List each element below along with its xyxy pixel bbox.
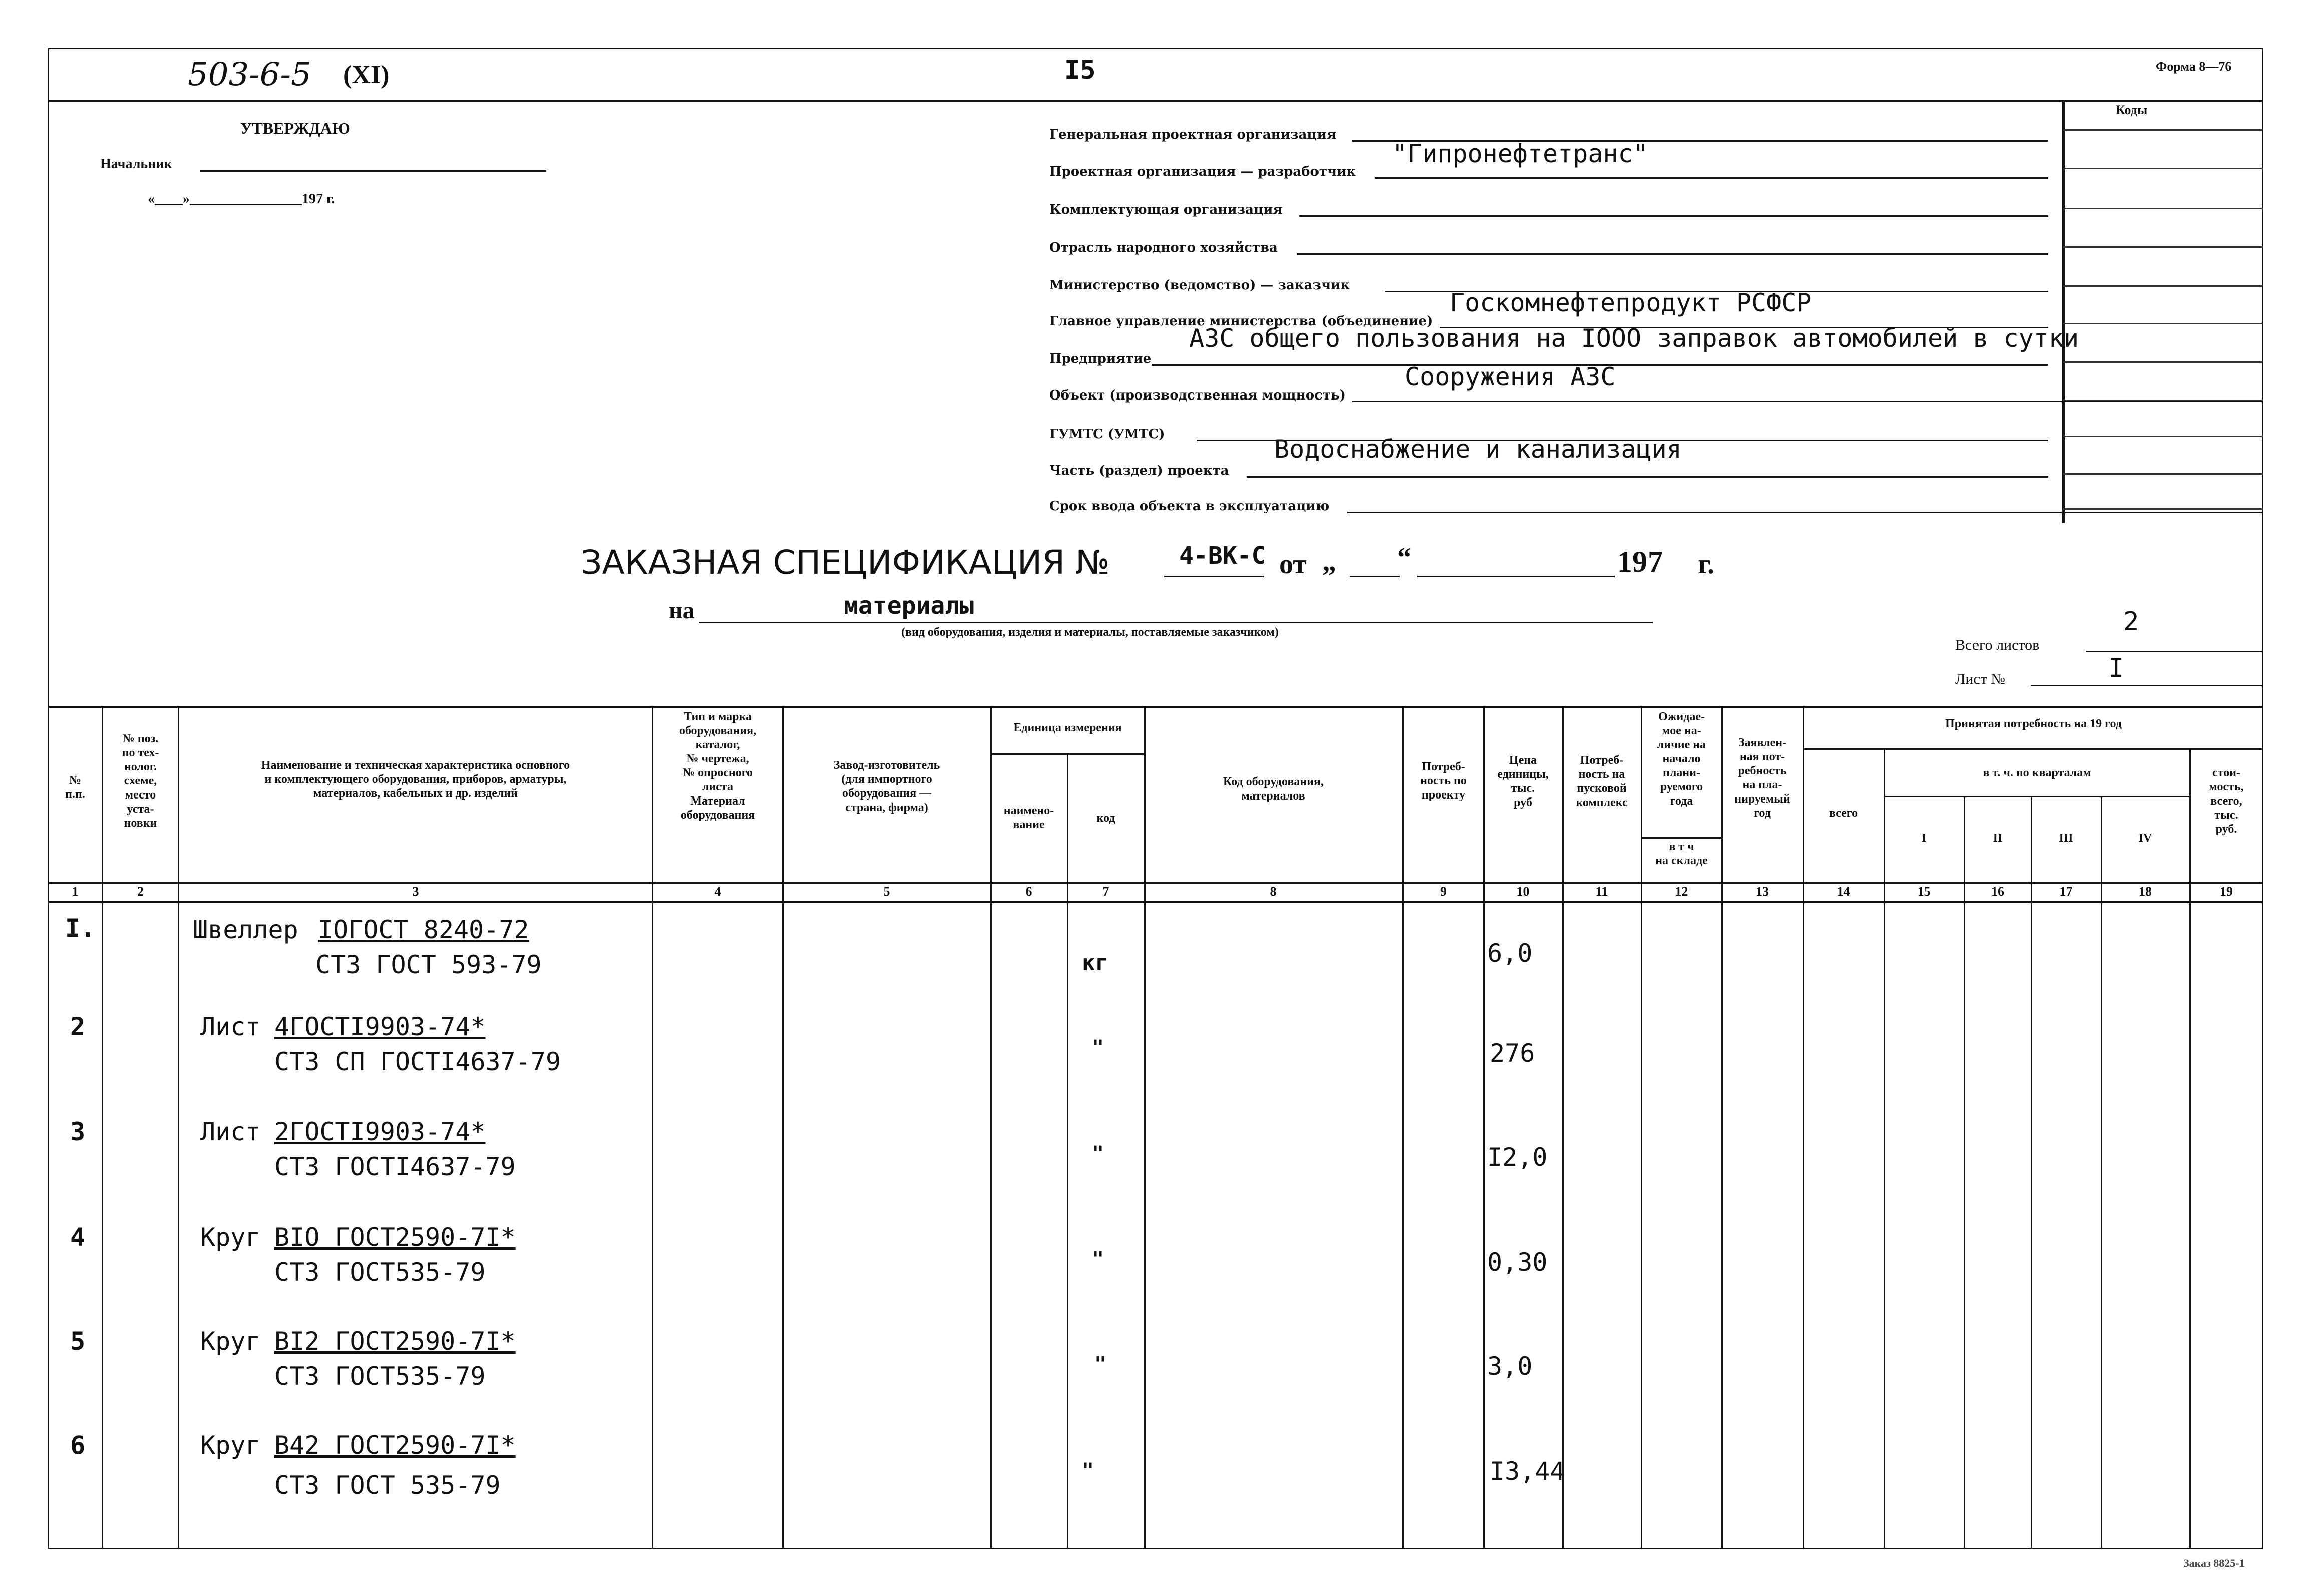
row-name: Круг xyxy=(200,1327,261,1356)
form-label: Форма 8—76 xyxy=(2156,59,2232,74)
col-num-9: 9 xyxy=(1440,884,1447,899)
approval-date: «____»________________197 г. xyxy=(148,191,335,207)
chief-label: Начальник xyxy=(100,156,172,172)
field-label: Срок ввода объекта в эксплуатацию xyxy=(1049,499,1330,514)
row-unit-code: " xyxy=(1082,1459,1094,1482)
row-unit-code: " xyxy=(1092,1248,1104,1271)
subject-value: материалы xyxy=(844,592,974,620)
album-number: (XI) xyxy=(343,61,390,89)
row-number: 6 xyxy=(70,1431,86,1460)
col-header-in-stock: в т ч на складе xyxy=(1655,840,1708,867)
chief-line xyxy=(200,170,546,172)
row-spec: СТ3 ГОСТI4637-79 xyxy=(274,1152,516,1181)
row-number: 5 xyxy=(70,1327,86,1356)
total-sheets-label: Всего листов xyxy=(1955,637,2040,653)
field-line xyxy=(1347,512,2263,513)
col-line-15 xyxy=(1964,796,1965,1548)
frame-top xyxy=(48,48,2263,49)
col-header-declared: Заявлен- ная пот- ребность на пла- нируемый год xyxy=(1734,736,1790,820)
field-value: "Гипронефтетранс" xyxy=(1392,139,1649,168)
row-standard: BIO ГОСТ2590-7I* xyxy=(274,1223,516,1252)
codes-line-4 xyxy=(2063,285,2263,287)
subject-line xyxy=(699,622,1653,623)
month-line xyxy=(1417,576,1615,577)
row-unit-code: " xyxy=(1094,1353,1107,1376)
col-header-material-code: Код оборудования, материалов xyxy=(1223,775,1324,803)
field-line xyxy=(1297,253,2048,255)
col-header-q4: IV xyxy=(2138,832,2152,845)
col-num-2: 2 xyxy=(137,884,144,899)
col-line-1 xyxy=(102,706,103,1548)
col-header-launch: Потреб- ность на пусковой комплекс xyxy=(1576,754,1628,809)
col-line-8 xyxy=(1402,706,1404,1548)
col-line-3 xyxy=(652,706,653,1548)
row-spec: СТ3 ГОСТ535-79 xyxy=(274,1258,486,1287)
col-num-16: 16 xyxy=(1991,884,2004,899)
stock-line xyxy=(1641,837,1721,839)
field-label: Министерство (ведомство) — заказчик xyxy=(1049,278,1350,293)
col-num-4: 4 xyxy=(714,884,721,899)
page-number: I5 xyxy=(1064,55,1096,85)
col-header-total: всего xyxy=(1829,807,1858,820)
field-label: Часть (раздел) проекта xyxy=(1049,463,1229,478)
col-num-19: 19 xyxy=(2220,884,2233,899)
field-value: Водоснабжение и канализация xyxy=(1274,435,1682,464)
row-standard: 4ГОСТI9903-74* xyxy=(274,1012,486,1041)
row-price: 0,30 xyxy=(1487,1248,1548,1277)
row-standard: 2ГОСТI9903-74* xyxy=(274,1117,486,1146)
field-line xyxy=(1352,401,2263,402)
row-name: Лист xyxy=(200,1117,261,1146)
col-line-4 xyxy=(782,706,784,1548)
total-sheets-line xyxy=(2086,651,2263,652)
col-header-unit-name: наимено- вание xyxy=(1003,804,1054,831)
row-price: I2,0 xyxy=(1487,1143,1548,1172)
field-label: Объект (производственная мощность) xyxy=(1049,388,1346,403)
col-header-unit-group: Единица измерения xyxy=(1013,721,1122,734)
frame-bottom xyxy=(48,1548,2263,1549)
col-line-6 xyxy=(1067,753,1068,1548)
row-spec: СТ3 ГОСТ 535-79 xyxy=(274,1471,501,1500)
col-num-6: 6 xyxy=(1025,884,1032,899)
col-header-q3: III xyxy=(2059,832,2073,845)
field-label: Проектная организация — разработчик xyxy=(1049,164,1356,179)
total-sheets-value: 2 xyxy=(2123,607,2139,637)
row-spec: СТ3 СП ГОСТI4637-79 xyxy=(274,1047,561,1076)
field-value: Госкомнефтепродукт РСФСР xyxy=(1450,288,1812,317)
codes-label: Коды xyxy=(2116,103,2148,117)
field-label: Главное управление министерства (объединение) xyxy=(1049,314,1433,329)
col-line-14 xyxy=(1884,748,1885,1548)
col-header-name: Наименование и техническая характеристика основного и комплектующего оборудования, приборов, арматуры, материалов, кабельных и др. изделий xyxy=(261,759,570,800)
col-line-5 xyxy=(990,706,992,1548)
codes-line-10 xyxy=(2063,508,2263,510)
row-price: I3,44 xyxy=(1490,1457,1565,1486)
field-line xyxy=(1375,177,2048,179)
col-num-13: 13 xyxy=(1756,884,1769,899)
col-line-13 xyxy=(1803,706,1804,1548)
col-num-15: 15 xyxy=(1917,884,1931,899)
col-line-10 xyxy=(1562,706,1564,1548)
spec-year: 197 xyxy=(1617,545,1663,578)
codes-line-9 xyxy=(2063,473,2263,475)
col-header-q1: I xyxy=(1921,832,1927,845)
col-line-17 xyxy=(2101,796,2102,1548)
codes-left-border xyxy=(2062,100,2065,523)
row-unit-code: " xyxy=(1092,1142,1104,1165)
col-header-manufacturer: Завод-изготовитель (для импортного оборудования — страна, фирма) xyxy=(833,759,940,814)
row-spec: СТ3 ГОСТ 593-79 xyxy=(315,950,542,979)
spec-number: 4-ВК-С xyxy=(1179,542,1266,570)
table-numbers-bottom xyxy=(48,901,2263,903)
col-line-12 xyxy=(1721,706,1723,1548)
row-standard: IOГОСТ 8240-72 xyxy=(318,915,529,944)
sheet-line xyxy=(2031,685,2263,686)
row-price: 3,0 xyxy=(1487,1352,1533,1381)
col-header-position: № поз. по тех- нолог. схеме, место уста- новки xyxy=(122,732,159,830)
quarters-group-line xyxy=(1884,796,2189,797)
col-header-accepted-group: Принятая потребность на 19 год xyxy=(1945,717,2122,730)
accepted-group-line xyxy=(1803,748,2263,750)
frame-right xyxy=(2262,48,2263,1548)
row-unit-code: " xyxy=(1092,1036,1104,1059)
row-name: Лист xyxy=(200,1012,261,1041)
field-value: Сооружения АЗС xyxy=(1405,362,1616,391)
approval-title: УТВЕРЖДАЮ xyxy=(240,119,350,137)
quote-open: „ xyxy=(1322,546,1336,577)
row-number: 2 xyxy=(70,1012,86,1041)
footer-order: Заказ 8825-1 xyxy=(2183,1557,2245,1569)
col-num-5: 5 xyxy=(883,884,890,899)
day-line xyxy=(1350,576,1400,577)
col-num-17: 17 xyxy=(2059,884,2073,899)
header-divider xyxy=(48,100,2263,102)
row-name: Круг xyxy=(200,1431,261,1460)
col-line-9 xyxy=(1483,706,1485,1548)
codes-line-6 xyxy=(2063,361,2263,363)
col-line-7 xyxy=(1144,706,1146,1548)
sheet-label: Лист № xyxy=(1955,671,2005,687)
col-header-price: Цена единицы, тыс. руб xyxy=(1497,754,1549,809)
codes-line-5 xyxy=(2063,323,2263,324)
col-header-number: № п.п. xyxy=(65,774,85,801)
col-num-1: 1 xyxy=(72,884,79,899)
row-number: 4 xyxy=(70,1223,86,1252)
row-number: 3 xyxy=(70,1117,86,1146)
row-standard: B42 ГОСТ2590-7I* xyxy=(274,1431,516,1460)
col-header-cost: стои- мость, всего, тыс. руб. xyxy=(2209,766,2244,836)
codes-line-2 xyxy=(2063,208,2263,209)
col-num-12: 12 xyxy=(1675,884,1688,899)
table-top xyxy=(48,706,2263,708)
col-num-18: 18 xyxy=(2139,884,2152,899)
codes-line-1 xyxy=(2063,168,2263,169)
field-label: Комплектующая организация xyxy=(1049,202,1283,217)
quote-close: “ xyxy=(1397,542,1411,573)
field-line xyxy=(1247,476,2048,478)
spec-g: г. xyxy=(1698,549,1715,580)
codes-line-0 xyxy=(2063,129,2263,131)
spec-title-main: ЗАКАЗНАЯ СПЕЦИФИКАЦИЯ № xyxy=(581,543,1110,582)
col-header-expected: Ожидае- мое на- личие на начало плани- руемого года xyxy=(1657,710,1706,808)
spec-from: от xyxy=(1279,549,1307,580)
col-num-7: 7 xyxy=(1102,884,1109,899)
frame-left xyxy=(48,48,49,1548)
codes-line-8 xyxy=(2063,436,2263,437)
row-spec: СТ3 ГОСТ535-79 xyxy=(274,1362,486,1391)
unit-group-line xyxy=(990,753,1144,755)
col-line-2 xyxy=(178,706,179,1548)
field-value: АЗС общего пользования на IOOO заправок автомобилей в сутки xyxy=(1189,324,2079,353)
row-standard: BI2 ГОСТ2590-7I* xyxy=(274,1327,516,1356)
col-header-quarters-group: в т. ч. по кварталам xyxy=(1983,766,2091,779)
row-unit-code: кг xyxy=(1082,950,1108,976)
col-num-3: 3 xyxy=(412,884,419,899)
col-line-16 xyxy=(2031,796,2032,1548)
field-label: Отрасль народного хозяйства xyxy=(1049,240,1278,255)
col-header-q2: II xyxy=(1993,832,2003,845)
table-header-bottom xyxy=(48,882,2263,884)
codes-line-3 xyxy=(2063,246,2263,248)
field-label: ГУМТС (УМТС) xyxy=(1049,427,1165,442)
row-price: 6,0 xyxy=(1487,939,1533,968)
col-num-14: 14 xyxy=(1837,884,1850,899)
col-line-11 xyxy=(1641,706,1642,1548)
col-header-unit-code: код xyxy=(1096,812,1115,825)
spec-number-line xyxy=(1164,576,1264,577)
field-label: Предприятие xyxy=(1049,351,1152,366)
subject-na: на xyxy=(669,597,695,624)
col-header-type: Тип и марка оборудования, каталог, № чертежа, № опросного листа Материал оборудования xyxy=(679,710,757,822)
row-price: 276 xyxy=(1490,1039,1535,1068)
col-header-need: Потреб- ность по проекту xyxy=(1420,760,1467,802)
sheet-value: I xyxy=(2108,653,2124,683)
col-line-18 xyxy=(2189,748,2191,1548)
field-line xyxy=(1299,215,2048,217)
subject-caption: (вид оборудования, изделия и материалы, поставляемые заказчиком) xyxy=(901,626,1279,639)
col-num-11: 11 xyxy=(1595,884,1608,899)
col-num-8: 8 xyxy=(1270,884,1277,899)
col-num-10: 10 xyxy=(1516,884,1530,899)
row-name: Круг xyxy=(200,1223,261,1252)
field-label: Генеральная проектная организация xyxy=(1049,127,1337,142)
row-name: Швеллер xyxy=(193,915,298,944)
doc-number: 503-6-5 xyxy=(188,56,311,93)
row-number: I. xyxy=(65,914,96,943)
